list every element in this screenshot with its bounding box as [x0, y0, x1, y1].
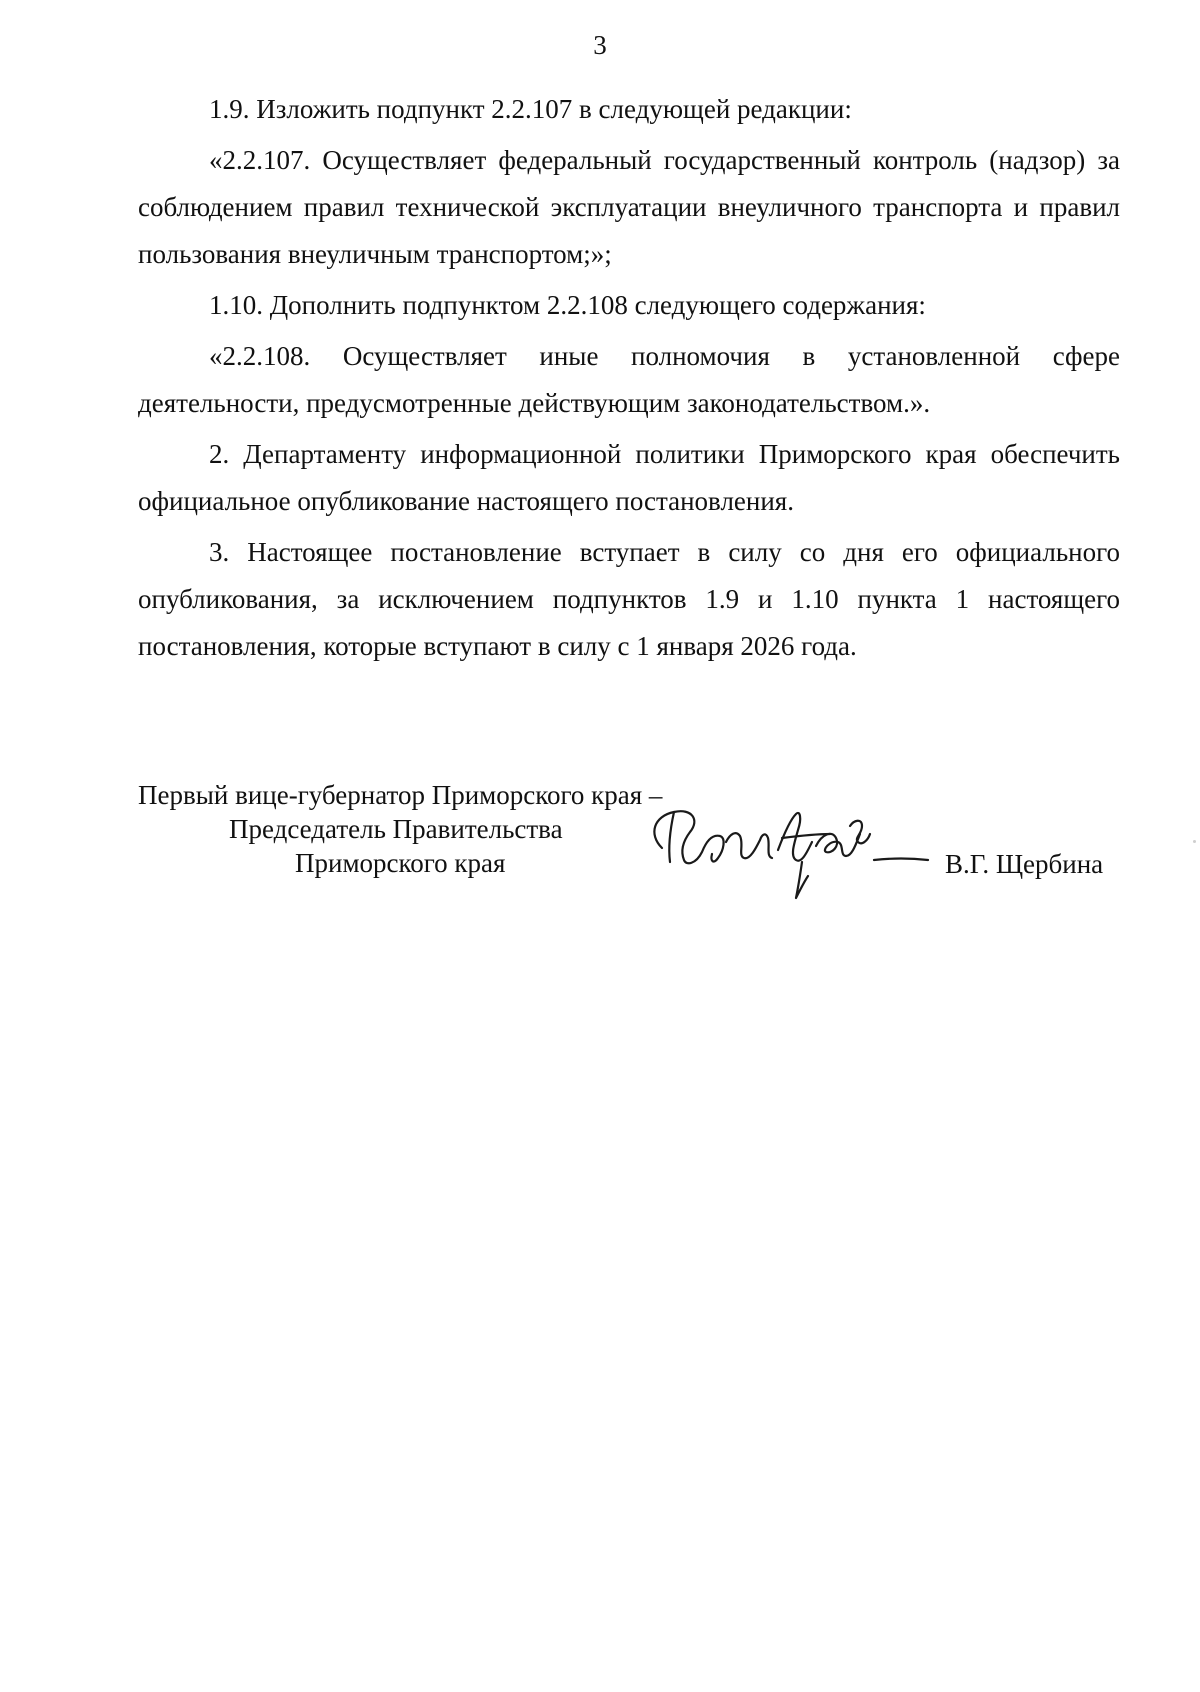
scan-speck [1193, 840, 1196, 843]
paragraph-3: 3. Настоящее постановление вступает в силу со дня его официального опубликования, за исключением подпунктов 1.9 и 1.10 пункта 1 настоящего постановления, которые вступают в силу с 1 января 2026 года. [138, 537, 1120, 661]
paragraph-2-2-107: «2.2.107. Осуществляет федеральный государственный контроль (надзор) за соблюдением правил технической эксплуатации внеуличного транспорта и правил пользования внеуличным транспортом;»; [138, 145, 1120, 269]
paragraph-1-9: 1.9. Изложить подпункт 2.2.107 в следующей редакции: [209, 94, 852, 124]
signer-name: В.Г. Щербина [945, 849, 1104, 879]
signer-position-line-1: Первый вице-губернатор Приморского края – [138, 780, 663, 810]
paragraph-2-2-108: «2.2.108. Осуществляет иные полномочия в установленной сфере деятельности, предусмотренные действующим законодательством.». [138, 341, 1120, 418]
signer-position-line-3: Приморского края [295, 848, 506, 878]
page-number: 3 [593, 30, 607, 60]
handwritten-signature-icon [640, 790, 930, 910]
paragraph-1-10: 1.10. Дополнить подпунктом 2.2.108 следующего содержания: [209, 290, 926, 320]
signature-block [0, 778, 1200, 928]
paragraph-2: 2. Департаменту информационной политики Приморского края обеспечить официальное опубликование настоящего постановления. [138, 439, 1120, 516]
document-body [138, 86, 1120, 670]
signer-position-line-2: Председатель Правительства [229, 814, 563, 844]
